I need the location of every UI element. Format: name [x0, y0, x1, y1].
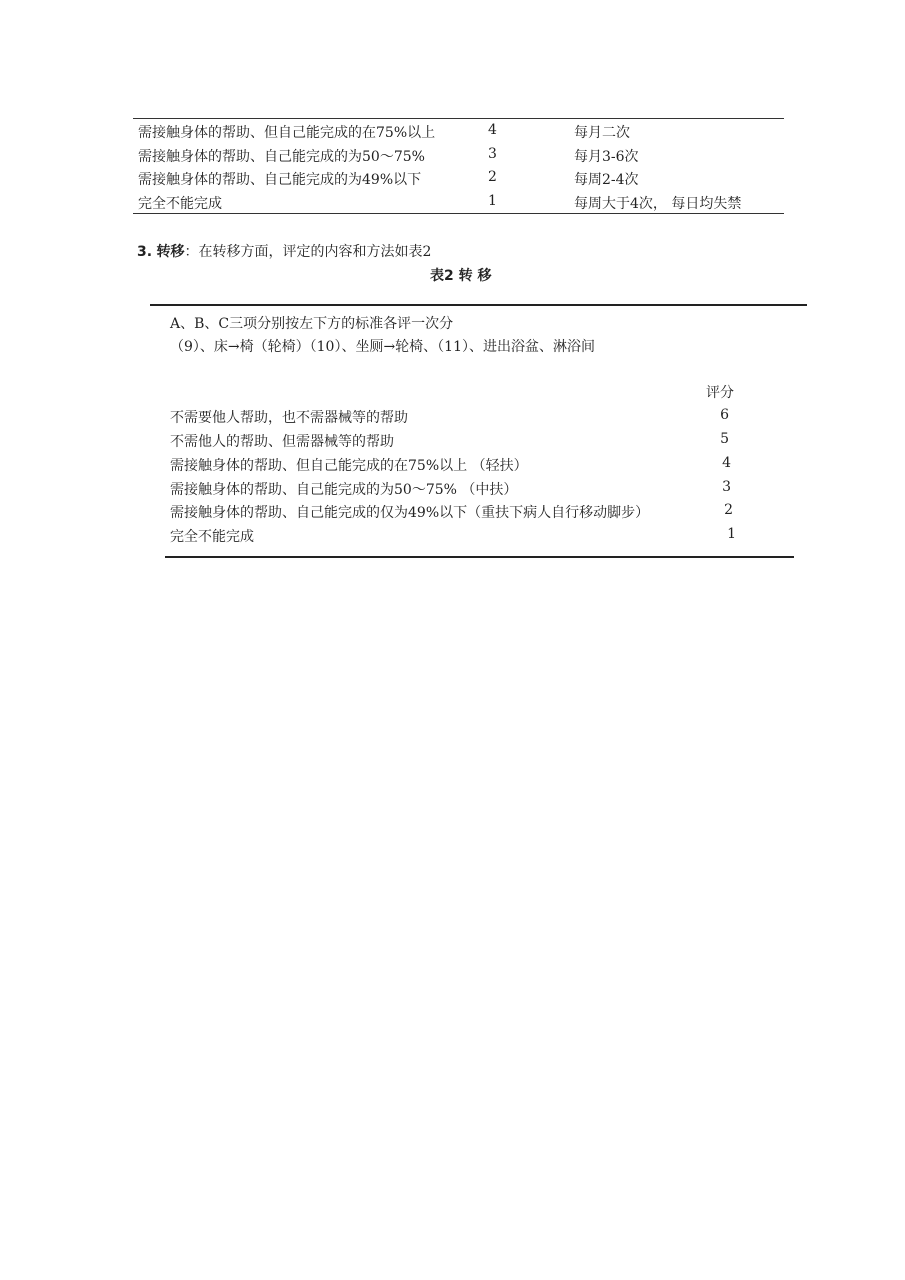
score-column-header: 评分 [706, 385, 734, 401]
row-frequency: 每月3-6次 [574, 148, 639, 165]
row-description: 需接触身体的帮助、自己能完成的为49%以下 [138, 172, 422, 188]
continence-table [133, 118, 784, 214]
table-row [133, 143, 784, 167]
table-intro-line: A、B、C三项分别按左下方的标准各评一次分 [170, 316, 454, 332]
table-caption: 表2 转 移 [430, 268, 492, 284]
section-title: 转移 [156, 244, 185, 260]
criterion-label: 需接触身体的帮助、自己能完成的仅为49%以下（重扶下病人自行移动脚步） [170, 505, 650, 521]
table-row [133, 119, 784, 143]
criterion-score: 3 [722, 479, 731, 495]
criterion-label: 不需他人的帮助、但需器械等的帮助 [170, 434, 394, 450]
table-row [133, 190, 784, 214]
section-heading [137, 241, 431, 261]
criterion-label: 需接触身体的帮助、自己能完成的为50～75% （中扶） [170, 482, 518, 498]
row-frequency: 每周2-4次 [574, 172, 639, 188]
row-description: 完全不能完成 [138, 195, 222, 212]
row-description: 需接触身体的帮助、但自己能完成的在75%以上 [138, 125, 436, 141]
table-top-rule [150, 304, 807, 307]
row-description: 需接触身体的帮助、自己能完成的为50～75% [138, 148, 425, 165]
table-row [133, 166, 784, 190]
table-intro-items: （9）、床→椅（轮椅）（10）、坐厕→轮椅、（11）、进出浴盆、淋浴间 [170, 339, 595, 355]
criterion-label: 完全不能完成 [170, 529, 254, 545]
criterion-score: 1 [727, 526, 736, 542]
criterion-score: 2 [724, 502, 733, 518]
criterion-score: 4 [722, 455, 731, 471]
row-score: 1 [488, 192, 497, 209]
row-score: 3 [488, 145, 497, 162]
table-bottom-rule [165, 556, 794, 558]
section-number: 3. [137, 244, 153, 260]
row-score: 2 [488, 169, 497, 185]
row-frequency: 每周大于4次， 每日均失禁 [574, 195, 742, 212]
criterion-label: 不需要他人帮助，也不需器械等的帮助 [170, 410, 408, 426]
criterion-score: 5 [720, 431, 729, 447]
section-text: ：在转移方面，评定的内容和方法如表2 [184, 244, 432, 260]
row-score: 4 [488, 122, 497, 138]
criterion-score: 6 [720, 407, 729, 423]
criterion-label: 需接触身体的帮助、但自己能完成的在75%以上 （轻扶） [170, 458, 528, 474]
row-frequency: 每月二次 [574, 125, 630, 141]
